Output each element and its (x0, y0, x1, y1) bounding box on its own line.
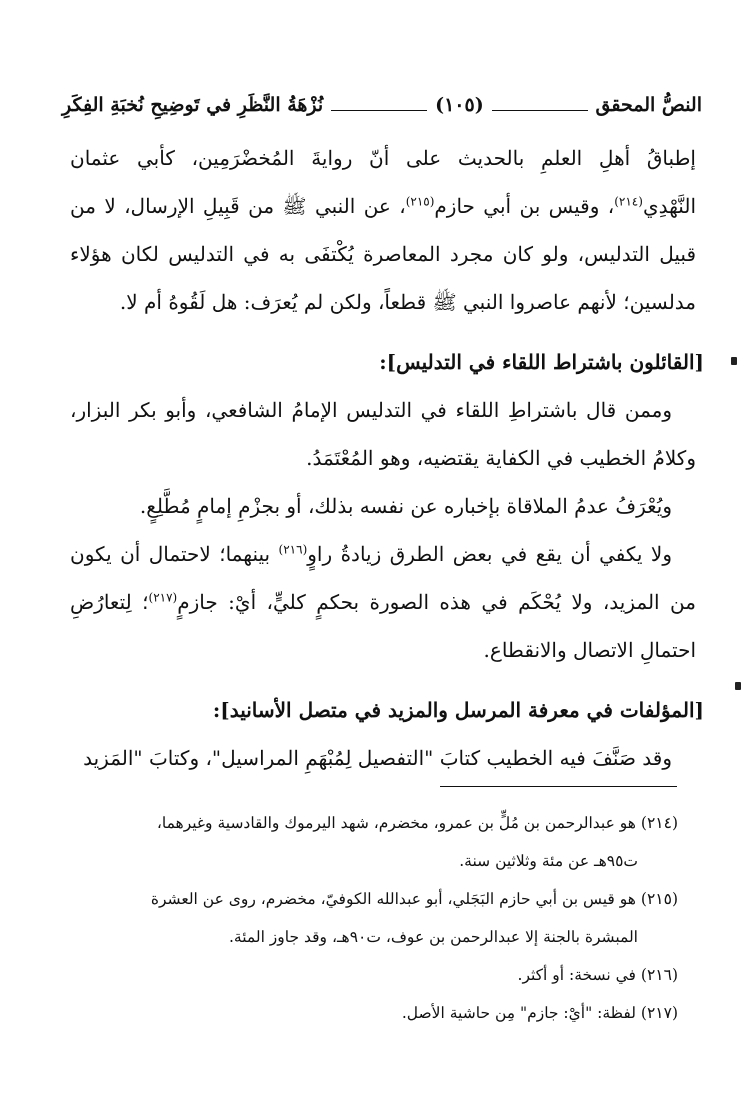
page-number: (١٠٥) (435, 94, 484, 116)
footnote-216 (72, 956, 678, 994)
footnote-label: (٢١٧) (640, 1004, 678, 1022)
footnote-text: في نسخة: أو أكثر. (517, 966, 636, 984)
footnote-label: (٢١٥) (640, 890, 678, 908)
footnote-label: (٢١٤) (640, 814, 678, 832)
heading-conditions-of-meeting: [القائلون باشتراط اللقاء في التدليس]: (379, 350, 704, 374)
heading-works-on-mursal: [المؤلفات في معرفة المرسل والمزيد في متصل الأسانيد]: (212, 698, 704, 722)
paragraph-4-text-c: ؛ لِتعارُضِ احتمالِ الاتصال والانقطاع. (70, 590, 696, 662)
running-header (62, 88, 702, 122)
section-title: نُزْهَةُ النَّظَرِ في تَوضِيحِ نُخبَةِ الفِكَرِ (62, 94, 324, 116)
footnote-label: (٢١٦) (640, 966, 678, 984)
footnote-text: هو قيس بن أبي حازم البَجَلي، أبو عبدالله الكوفيّ، مخضرم، روى عن العشرة (150, 890, 636, 908)
paragraph-1 (70, 134, 696, 326)
footnote-ref-216[interactable]: (٢١٦) (278, 542, 308, 557)
paragraph-4-text-a: ولا يكفي أن يقع في بعض الطرق زيادةُ راوٍ (307, 542, 672, 566)
footnote-214-continued: ت٩٥هـ عن مئة وثلاثين سنة. (459, 852, 638, 870)
paragraph-1-text-b: ، وقيس بن أبي حازم (434, 194, 615, 218)
footnote-215-continued: المبشرة بالجنة إلا عبدالرحمن بن عوف، ت٩٠هـ، وقد جاوز المئة. (228, 928, 638, 946)
main-text (70, 134, 704, 782)
header-rule-right (492, 110, 588, 111)
footnote-217 (72, 994, 678, 1032)
footnote-text: لفظة: "أيْ: جازم" مِن حاشية الأصل. (401, 1004, 636, 1022)
footnote-text: هو عبدالرحمن بن مُلٍّ بن عمرو، مخضرم، شهد اليرموك والقادسية وغيرهما، (156, 814, 636, 832)
footnote-ref-214[interactable]: (٢١٤) (614, 194, 643, 209)
margin-bullet-2 (735, 682, 741, 690)
footnote-214 (72, 804, 678, 842)
footnotes (72, 804, 678, 1032)
footnote-215 (72, 880, 678, 918)
footnote-separator (440, 786, 677, 787)
header-rule-left (331, 110, 427, 111)
book-title: النصُّ المحقق (595, 94, 702, 116)
margin-bullet-1 (731, 357, 737, 365)
footnote-ref-215[interactable]: (٢١٥) (405, 194, 435, 209)
paragraph-3: ويُعْرَفُ عدمُ الملاقاة بإخباره عن نفسه بذلك، أو بجزْمِ إمامٍ مُطَّلِعٍ. (139, 494, 672, 518)
paragraph-1-text-c: ، عن النبي ﷺ من قَبِيلِ الإرسال، لا من قبيل التدليس، ولو كان مجرد المعاصرة يُكْتفَى به في التدليس لكان هؤلاء مدلسين؛ لأنهم عاصروا النبي ﷺ قطعاً، ولكن لم يُعرَف: هل لَقُوهُ أم لا. (70, 194, 697, 314)
footnote-ref-217[interactable]: (٢١٧) (148, 590, 178, 605)
paragraph-4 (70, 530, 696, 674)
paragraph-5: وقد صَنَّفَ فيه الخطيب كتابَ "التفصيل لِمُبْهَمِ المراسيل"، وكتابَ "المَزيد (83, 746, 672, 770)
paragraph-1-text-a: إطباقُ أهلِ العلمِ بالحديث على أنّ روايةَ المُخضْرَمِين، كأبي عثمان النَّهْدِي (70, 146, 696, 218)
paragraph-4-text-b: بينهما؛ لاحتمال أن يكون من المزيد، ولا يُحْكَم في هذه الصورة بحكمٍ كليٍّ، أيْ: جازمٍ (70, 542, 696, 614)
paragraph-2: وممن قال باشتراطِ اللقاء في التدليس الإمامُ الشافعي، وأبو بكر البزار، وكلامُ الخطيب في الكفاية يقتضيه، وهو المُعْتَمَدُ. (70, 398, 696, 470)
